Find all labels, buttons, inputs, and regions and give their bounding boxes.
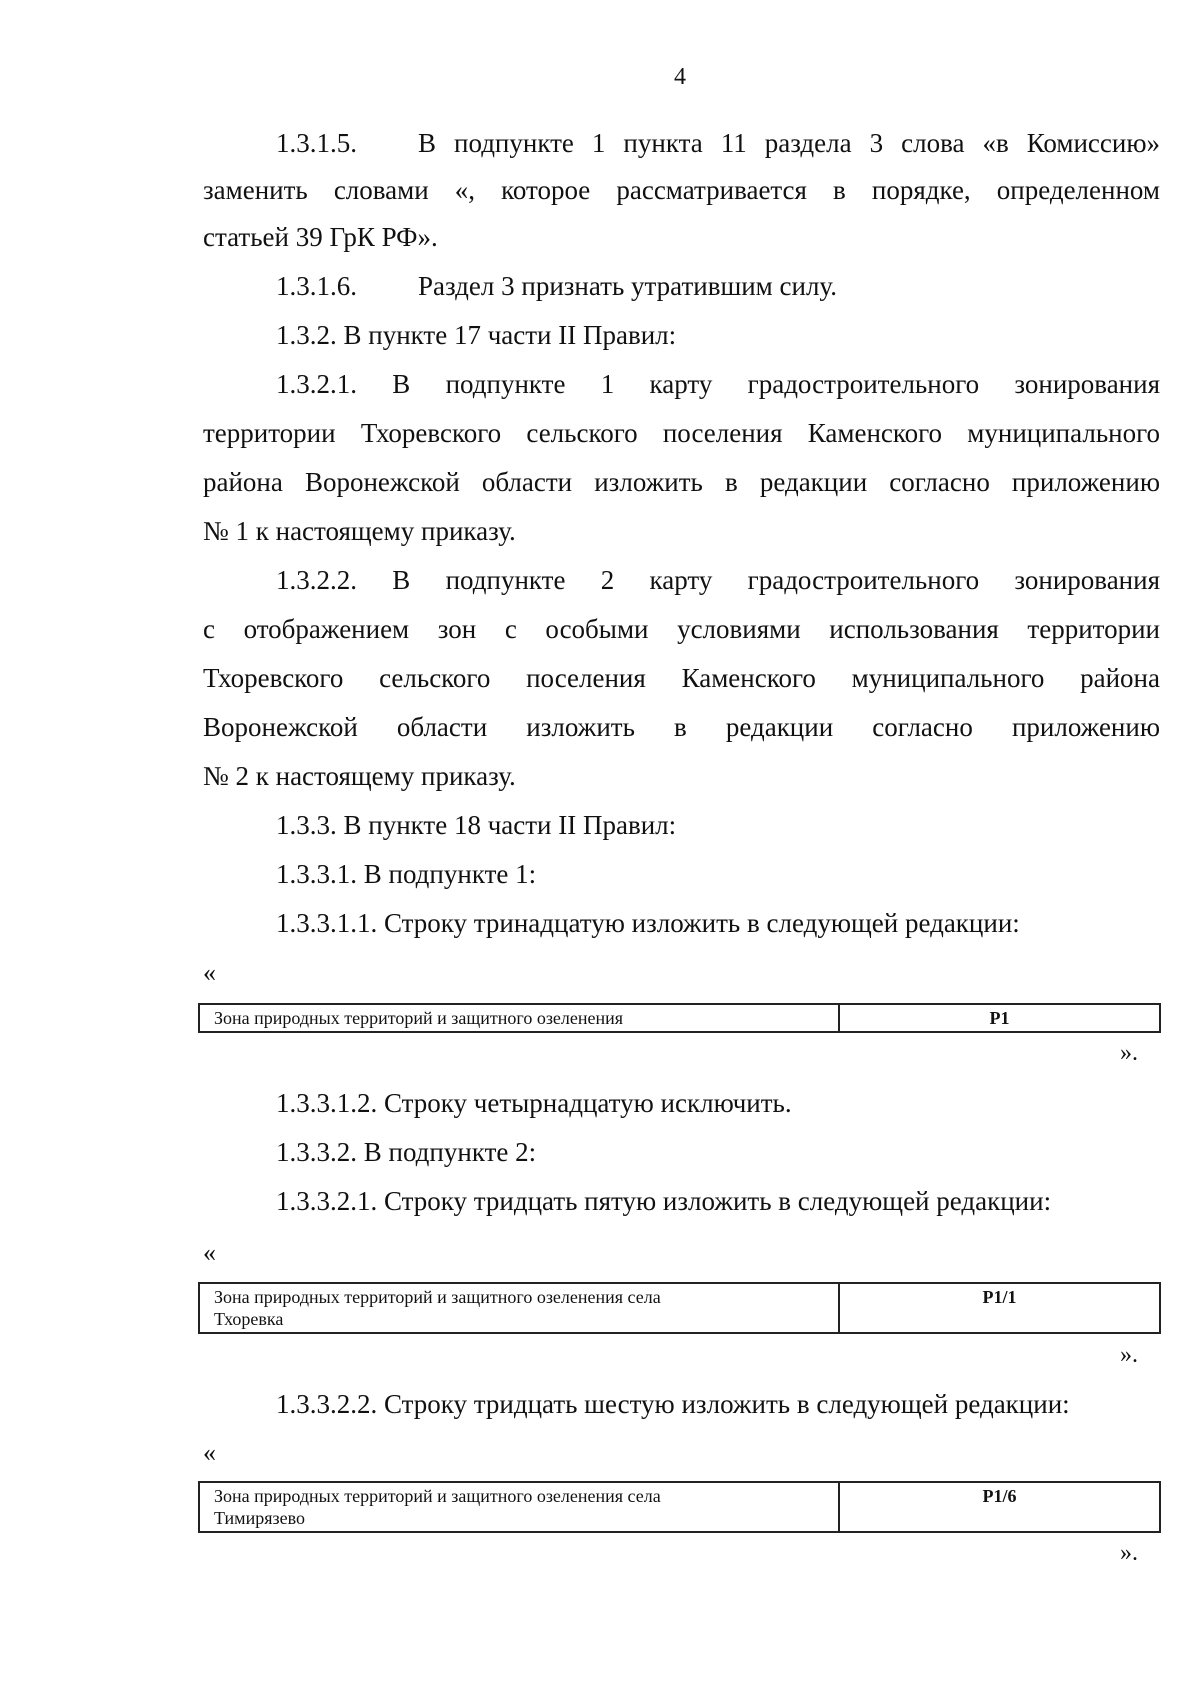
paragraph-1-3-2-1-line-3: района Воронежской области изложить в редакции согласно приложению	[203, 467, 1160, 497]
paragraph-1-3-3-2: 1.3.3.2. В подпункте 2:	[276, 1137, 537, 1167]
zone-name-line-1: Зона природных территорий и защитного озеленения села	[214, 1287, 661, 1307]
paragraph-1-3-1-5-line-3: статьей 39 ГрК РФ».	[203, 222, 438, 252]
paragraph-1-3-1-6-number: 1.3.1.6.	[276, 271, 357, 301]
zone-name-line-2: Тимирязево	[214, 1508, 305, 1528]
zone-name-cell	[199, 1283, 839, 1333]
paragraph-1-3-3-2-2: 1.3.3.2.2. Строку тридцать шестую изложить в следующей редакции:	[276, 1389, 1070, 1419]
paragraph-1-3-2-2-line-3: Тхоревского сельского поселения Каменского муниципального района	[203, 663, 1160, 693]
paragraph-1-3-1-6-text: Раздел 3 признать утратившим силу.	[418, 271, 837, 301]
paragraph-1-3-1-5-line-1: В подпункте 1 пункта 11 раздела 3 слова «в Комиссию»	[418, 128, 1160, 158]
table-row	[199, 1283, 1160, 1333]
page-number: 4	[674, 64, 686, 90]
paragraph-1-3-2: 1.3.2. В пункте 17 части II Правил:	[276, 320, 677, 350]
open-quote: «	[203, 1238, 216, 1267]
paragraph-1-3-3-1-2: 1.3.3.1.2. Строку четырнадцатую исключить.	[276, 1088, 792, 1118]
table-row	[199, 1004, 1160, 1032]
paragraph-1-3-2-2-line-1: 1.3.2.2. В подпункте 2 карту градостроительного зонирования	[276, 565, 1160, 595]
paragraph-1-3-3: 1.3.3. В пункте 18 части II Правил:	[276, 810, 677, 840]
paragraph-1-3-2-1-line-4: № 1 к настоящему приказу.	[203, 516, 516, 546]
zone-name: Зона природных территорий и защитного озеленения	[214, 1008, 624, 1028]
zone-name-line-2: Тхоревка	[214, 1309, 284, 1329]
close-quote: ».	[1120, 1342, 1138, 1368]
paragraph-1-3-2-2-line-5: № 2 к настоящему приказу.	[203, 761, 516, 791]
table-row	[199, 1482, 1160, 1532]
paragraph-1-3-3-2-1: 1.3.3.2.1. Строку тридцать пятую изложить в следующей редакции:	[276, 1186, 1052, 1216]
close-quote: ».	[1120, 1040, 1138, 1066]
zone-name-cell	[199, 1004, 839, 1032]
paragraph-1-3-3-1: 1.3.3.1. В подпункте 1:	[276, 859, 537, 889]
paragraph-1-3-1-5-number: 1.3.1.5.	[276, 128, 357, 158]
zone-code-cell: Р1/6	[839, 1482, 1160, 1532]
paragraph-1-3-2-1-line-1: 1.3.2.1. В подпункте 1 карту градостроительного зонирования	[276, 369, 1160, 399]
zone-name-line-1: Зона природных территорий и защитного озеленения села	[214, 1486, 661, 1506]
paragraph-1-3-2-2-line-2: с отображением зон с особыми условиями использования территории	[203, 614, 1160, 644]
paragraph-1-3-1-5-line-2: заменить словами «, которое рассматривается в порядке, определенном	[203, 175, 1160, 205]
close-quote: ».	[1120, 1540, 1138, 1566]
zone-table-p1-1	[198, 1282, 1161, 1334]
zone-table-p1	[198, 1003, 1161, 1033]
paragraph-1-3-3-1-1: 1.3.3.1.1. Строку тринадцатую изложить в следующей редакции:	[276, 908, 1020, 938]
open-quote: «	[203, 1438, 216, 1467]
zone-table-p1-6	[198, 1481, 1161, 1533]
zone-name-cell	[199, 1482, 839, 1532]
zone-code-cell: Р1	[839, 1004, 1160, 1032]
paragraph-1-3-2-2-line-4: Воронежской области изложить в редакции согласно приложению	[203, 712, 1160, 742]
paragraph-1-3-2-1-line-2: территории Тхоревского сельского поселения Каменского муниципального	[203, 418, 1160, 448]
zone-code-cell: Р1/1	[839, 1283, 1160, 1333]
open-quote: «	[203, 958, 216, 987]
